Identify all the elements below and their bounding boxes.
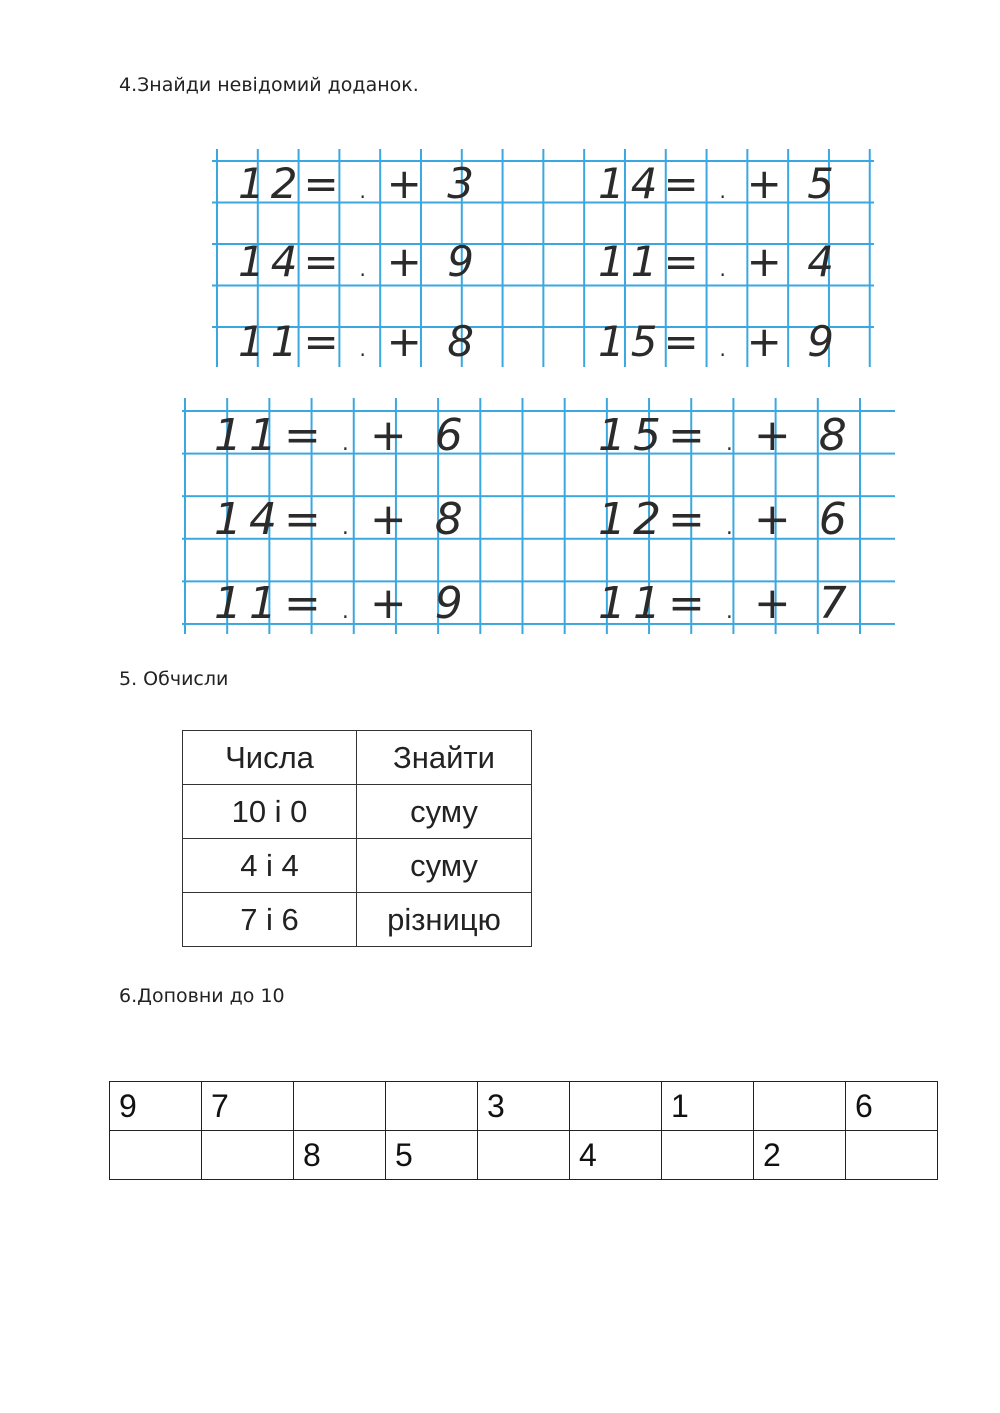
table-header-row: [183, 731, 532, 785]
table-row: [183, 893, 532, 947]
equation: 14 = . + 9: [238, 237, 480, 286]
addend: 8: [818, 410, 854, 461]
answer-cell[interactable]: [110, 1131, 202, 1180]
sum: 15: [598, 317, 664, 366]
sum: 14: [598, 159, 664, 208]
answer-blank[interactable]: .: [338, 494, 360, 545]
equation: 11 = . + 6: [214, 410, 470, 461]
equation: 12 = . + 3: [238, 159, 480, 208]
equation: 14 = . + 8: [214, 494, 470, 545]
answer-blank[interactable]: .: [355, 237, 376, 286]
number-cell: 2: [754, 1131, 846, 1180]
task5-heading: 5. Обчисли: [119, 668, 229, 690]
answer-cell[interactable]: [662, 1131, 754, 1180]
numbers-cell: 4 і 4: [183, 839, 357, 893]
sum: 12: [598, 494, 668, 545]
addend: 8: [447, 317, 480, 366]
number-cell: 9: [110, 1082, 202, 1131]
equation: 12 = . + 6: [598, 494, 854, 545]
answer-blank[interactable]: .: [338, 410, 360, 461]
sum: 14: [238, 237, 304, 286]
operation-cell: суму: [357, 785, 532, 839]
table-row: [183, 839, 532, 893]
number-cell: 8: [294, 1131, 386, 1180]
answer-cell[interactable]: [754, 1082, 846, 1131]
answer-blank[interactable]: .: [722, 578, 744, 629]
answer-blank[interactable]: .: [722, 410, 744, 461]
number-cell: 6: [846, 1082, 938, 1131]
answer-cell[interactable]: [202, 1131, 294, 1180]
table-row: [110, 1131, 938, 1180]
number-cell: 5: [386, 1131, 478, 1180]
sum: 11: [598, 237, 664, 286]
answer-cell[interactable]: [386, 1082, 478, 1131]
sum: 12: [238, 159, 304, 208]
equation: 11 = . + 8: [238, 317, 480, 366]
column-header-find: Знайти: [357, 731, 532, 785]
task4-heading: 4.Знайди невідомий доданок.: [119, 74, 419, 96]
addend: 6: [818, 494, 854, 545]
task6-heading: 6.Доповни до 10: [119, 985, 285, 1007]
number-cell: 7: [202, 1082, 294, 1131]
addend: 6: [434, 410, 470, 461]
answer-cell[interactable]: [294, 1082, 386, 1131]
addend: 8: [434, 494, 470, 545]
number-cell: 4: [570, 1131, 662, 1180]
answer-blank[interactable]: .: [715, 317, 736, 366]
addend: 9: [807, 317, 840, 366]
addend: 7: [818, 578, 854, 629]
equation: 11 = . + 7: [598, 578, 854, 629]
addend: 3: [447, 159, 480, 208]
answer-blank[interactable]: .: [355, 317, 376, 366]
table-row: [183, 785, 532, 839]
sum: 11: [214, 578, 284, 629]
operation-cell: різницю: [357, 893, 532, 947]
answer-cell[interactable]: [478, 1131, 570, 1180]
sum: 11: [598, 578, 668, 629]
sum: 11: [214, 410, 284, 461]
operation-cell: суму: [357, 839, 532, 893]
equation: 14 = . + 5: [598, 159, 840, 208]
addend: 4: [807, 237, 840, 286]
sum: 15: [598, 410, 668, 461]
number-cell: 3: [478, 1082, 570, 1131]
calc-table: [182, 730, 532, 947]
answer-cell[interactable]: [570, 1082, 662, 1131]
complement-table: [109, 1081, 938, 1180]
addend: 5: [807, 159, 840, 208]
grid-exercise-2: [182, 398, 895, 634]
equation: 11 = . + 4: [598, 237, 840, 286]
sum: 11: [238, 317, 304, 366]
answer-blank[interactable]: .: [338, 578, 360, 629]
column-header-numbers: Числа: [183, 731, 357, 785]
numbers-cell: 10 і 0: [183, 785, 357, 839]
table-row: [110, 1082, 938, 1131]
numbers-cell: 7 і 6: [183, 893, 357, 947]
answer-cell[interactable]: [846, 1131, 938, 1180]
sum: 14: [214, 494, 284, 545]
answer-blank[interactable]: .: [355, 159, 376, 208]
answer-blank[interactable]: .: [715, 159, 736, 208]
equation: 15 = . + 9: [598, 317, 840, 366]
equation: 15 = . + 8: [598, 410, 854, 461]
answer-blank[interactable]: .: [722, 494, 744, 545]
equation: 11 = . + 9: [214, 578, 470, 629]
grid-exercise-1: [212, 149, 874, 367]
answer-blank[interactable]: .: [715, 237, 736, 286]
number-cell: 1: [662, 1082, 754, 1131]
addend: 9: [447, 237, 480, 286]
addend: 9: [434, 578, 470, 629]
